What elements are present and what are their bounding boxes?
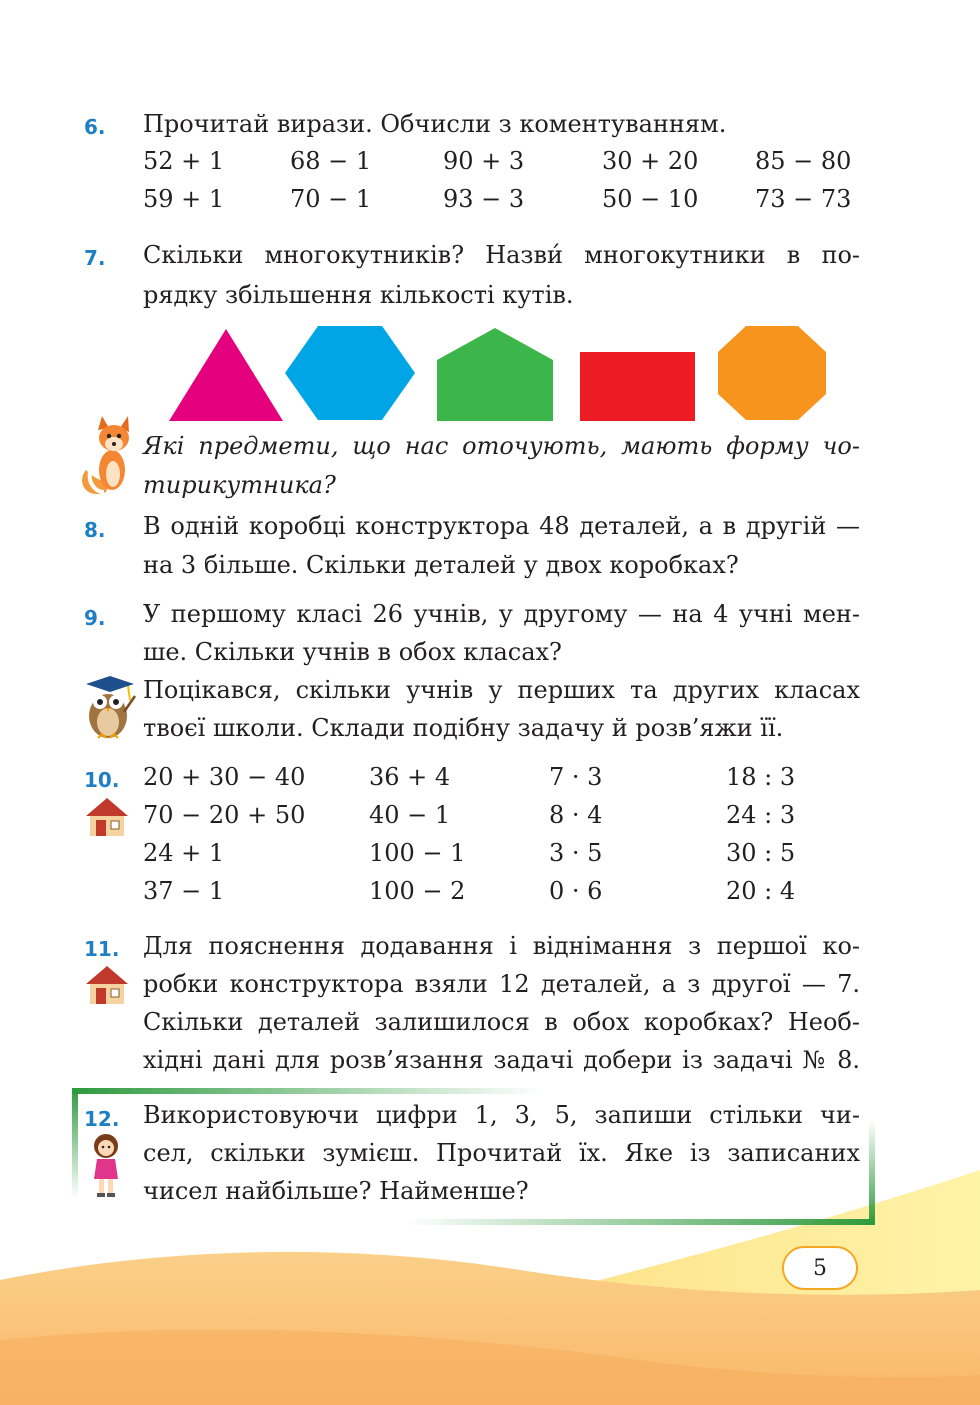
expression: 8 · 4 [549, 801, 603, 829]
triangle-shape [169, 329, 283, 421]
task-number: 11. [84, 937, 120, 961]
expression: 36 + 4 [369, 763, 451, 791]
task-text: ше. Скільки учнів в обох класах? [143, 638, 562, 666]
expression: 24 + 1 [143, 839, 225, 867]
task-number: 10. [84, 768, 120, 792]
expression: 20 + 30 − 40 [143, 763, 306, 791]
expression: 40 − 1 [369, 801, 451, 829]
expression: 3 · 5 [549, 839, 603, 867]
task-text: рядку збільшення кількості кутів. [143, 281, 574, 309]
task-text: на 3 більше. Скільки деталей у двох коробках? [143, 551, 739, 579]
girl-icon [88, 1133, 124, 1199]
task-text: У першому класі 26 учнів, у другому — на 4 учні мен- [143, 600, 860, 628]
expression: 7 · 3 [549, 763, 603, 791]
octagon-shape [718, 326, 826, 420]
task-number: 7. [84, 246, 106, 270]
expression: 100 − 1 [369, 839, 466, 867]
page-number [782, 1246, 858, 1290]
expression: 93 − 3 [443, 185, 525, 213]
owl-note-text: Поцікався, скільки учнів у перших та других класах [143, 676, 860, 704]
expression: 30 + 20 [602, 147, 699, 175]
expression: 18 : 3 [726, 763, 796, 791]
expression: 0 · 6 [549, 877, 603, 905]
owl-note-text: твоєї школи. Склади подібну задачу й розв’яжи її. [143, 714, 784, 742]
task-text: чисел найбільше? Найменше? [143, 1177, 529, 1205]
fox-note-text: тирикутника? [143, 471, 336, 499]
expression: 24 : 3 [726, 801, 796, 829]
expression: 68 − 1 [290, 147, 372, 175]
expression: 59 + 1 [143, 185, 225, 213]
hexagon-shape [285, 326, 415, 420]
expression: 20 : 4 [726, 877, 796, 905]
task-number: 6. [84, 115, 106, 139]
expression: 30 : 5 [726, 839, 796, 867]
expression: 100 − 2 [369, 877, 466, 905]
task-text: Скільки деталей залишилося в обох коробках? Необ- [143, 1008, 860, 1036]
task-text: хідні дані для розв’язання задачі добери із задачі № 8. [143, 1046, 860, 1074]
expression: 50 − 10 [602, 185, 699, 213]
expression: 70 − 1 [290, 185, 372, 213]
task-text: Скільки многокутників? Назви́ многокутники в по- [143, 241, 860, 269]
fox-icon [76, 412, 134, 502]
expression: 90 + 3 [443, 147, 525, 175]
rectangle-shape [580, 352, 695, 421]
polygons-figure [160, 322, 840, 424]
pentagon-shape [437, 328, 553, 421]
expression: 52 + 1 [143, 147, 225, 175]
expression: 70 − 20 + 50 [143, 801, 306, 829]
home-icon [84, 964, 130, 1006]
task-text: В одній коробці конструктора 48 деталей, а в другій — [143, 512, 860, 540]
task-number: 8. [84, 518, 106, 542]
task-text: Для пояснення додавання і віднімання з першої ко- [143, 932, 860, 960]
task-text: сел, скільки зумієш. Прочитай їх. Яке із записаних [143, 1139, 860, 1167]
home-icon [84, 796, 130, 838]
page-number-text: 5 [813, 1255, 827, 1281]
expression: 85 − 80 [755, 147, 852, 175]
task-number: 9. [84, 606, 106, 630]
expression: 73 − 73 [755, 185, 852, 213]
task-text: робки конструктора взяли 12 деталей, а з другої — 7. [143, 970, 860, 998]
fox-note-text: Які предмети, що нас оточують, мають форму чо- [143, 432, 860, 460]
task-number: 12. [84, 1107, 120, 1131]
task-text: Використовуючи цифри 1, 3, 5, запиши стільки чи- [143, 1101, 860, 1129]
expression: 37 − 1 [143, 877, 225, 905]
task-text: Прочитай вирази. Обчисли з коментуванням. [143, 110, 727, 138]
owl-icon [80, 676, 136, 742]
